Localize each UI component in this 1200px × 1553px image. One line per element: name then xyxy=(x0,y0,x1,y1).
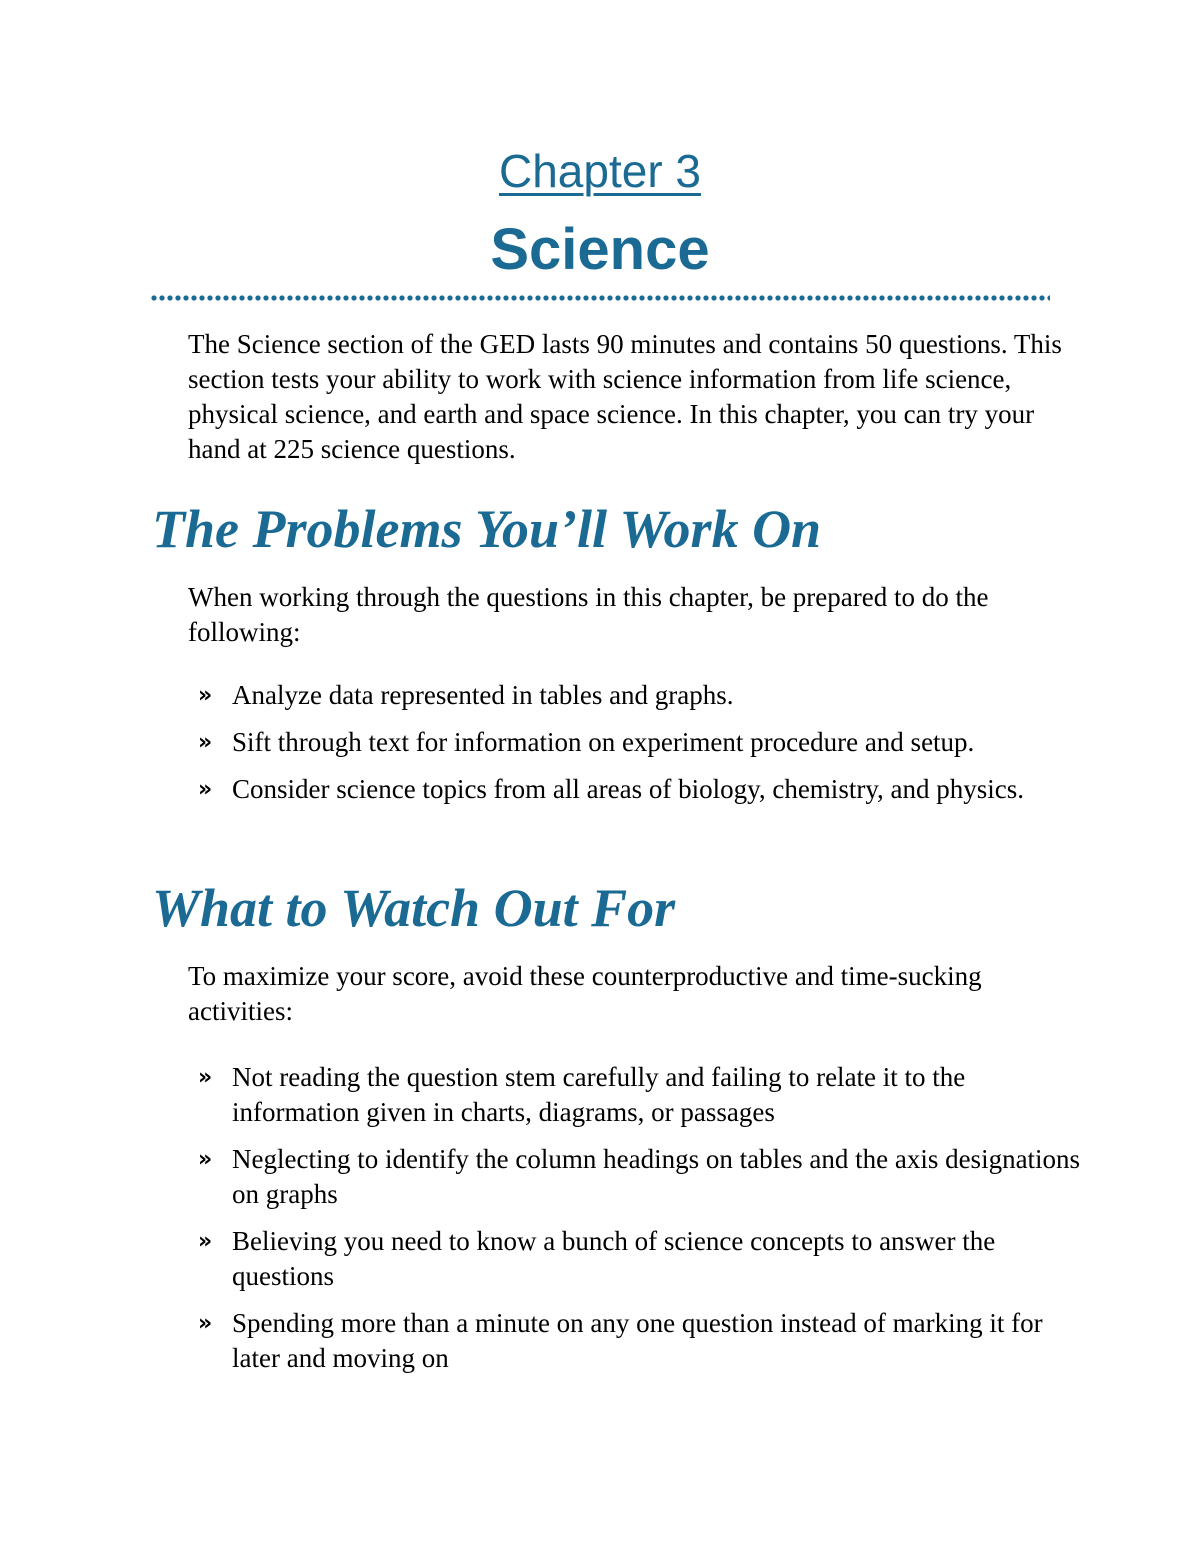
list-item-text: Sift through text for information on experiment procedure and setup. xyxy=(232,727,975,757)
double-chevron-icon: » xyxy=(198,1229,213,1254)
section-lead-watch-out: To maximize your score, avoid these counterproductive and time-sucking activities: xyxy=(188,961,982,1026)
double-chevron-icon: » xyxy=(198,777,213,802)
double-chevron-icon: » xyxy=(198,1065,213,1090)
list-item-text: Spending more than a minute on any one question instead of marking it for later and moving on xyxy=(232,1308,1043,1373)
list-item xyxy=(188,1306,1088,1376)
double-chevron-icon: » xyxy=(198,683,213,708)
double-chevron-icon: » xyxy=(198,1147,213,1172)
double-chevron-icon: » xyxy=(198,730,213,755)
double-chevron-icon: » xyxy=(198,1311,213,1336)
bullet-list-problems xyxy=(188,678,1088,807)
chapter-label: Chapter 3 xyxy=(498,145,701,197)
section-heading-problems: The Problems You’ll Work On xyxy=(152,499,822,559)
list-item xyxy=(188,1060,1088,1130)
section-heading-watch-out: What to Watch Out For xyxy=(152,878,676,938)
intro-paragraph: The Science section of the GED lasts 90 minutes and contains 50 questions. This section tests your ability to work with science information from life science, physical science, and earth and space science. In this chapter, you can try your hand at 225 science questions. xyxy=(188,329,1062,464)
bullet-list-watch-out xyxy=(188,1060,1088,1376)
list-item xyxy=(188,1224,1088,1294)
section-lead-problems: When working through the questions in this chapter, be prepared to do the following: xyxy=(188,582,989,647)
list-item-text: Analyze data represented in tables and graphs. xyxy=(232,680,734,710)
list-item xyxy=(188,678,1088,713)
list-item xyxy=(188,1142,1088,1212)
list-item-text: Believing you need to know a bunch of science concepts to answer the questions xyxy=(232,1226,996,1291)
list-item-text: Not reading the question stem carefully and failing to relate it to the information given in charts, diagrams, or passages xyxy=(232,1062,966,1127)
list-item xyxy=(188,725,1088,760)
chapter-title: Science xyxy=(490,217,710,282)
list-item-text: Consider science topics from all areas of biology, chemistry, and physics. xyxy=(232,774,1025,804)
list-item xyxy=(188,772,1088,807)
list-item-text: Neglecting to identify the column headings on tables and the axis designations on graphs xyxy=(232,1144,1081,1209)
dotted-divider xyxy=(150,294,1050,302)
